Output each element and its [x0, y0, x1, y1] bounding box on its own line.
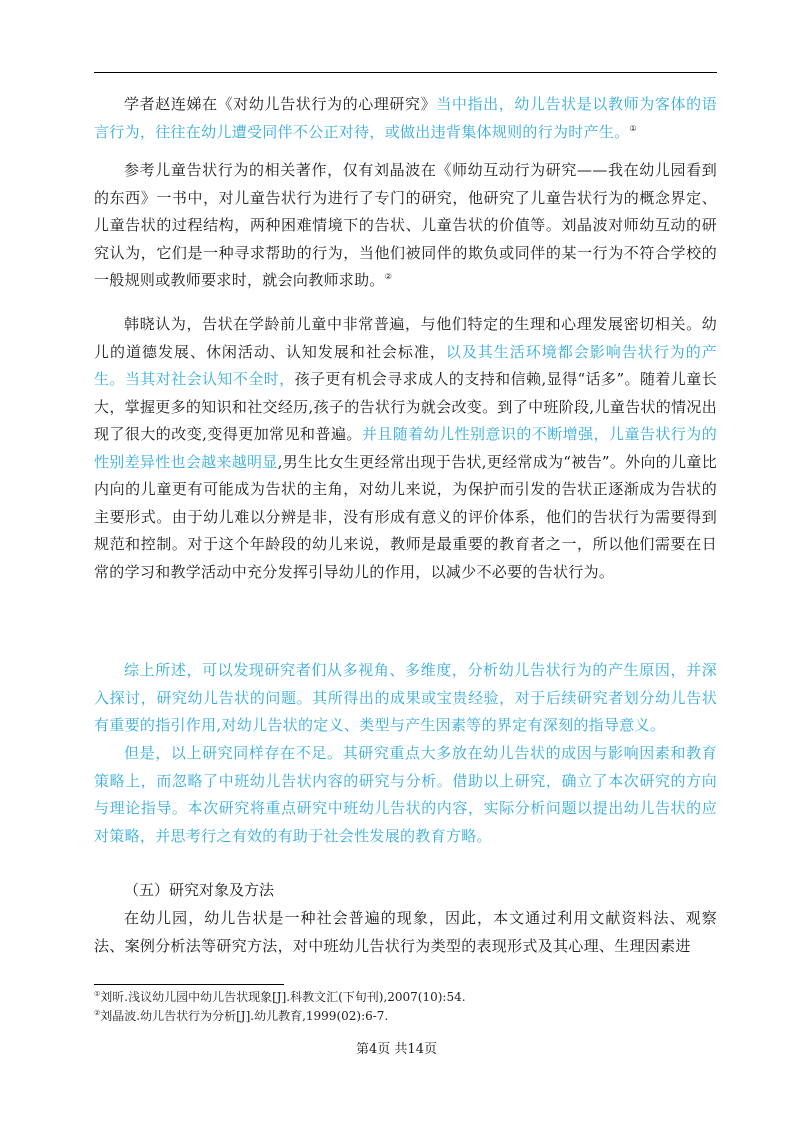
footnote-rule	[94, 984, 284, 985]
header-rule	[94, 72, 717, 73]
paragraph-6: 在幼儿园，幼儿告状是一种社会普遍的现象，因此，本文通过利用文献资料法、观察法、案例分析法等研究方法，对中班幼儿告状行为类型的表现形式及其心理、生理因素进	[94, 909, 717, 955]
paragraph-4	[94, 657, 717, 740]
footnote-1-text: 刘昕.浅议幼儿园中幼儿告状现象[J].科教文汇(下旬刊),2007(10):54.	[100, 990, 466, 1004]
highlighted-text: 但是，以上研究同样存在不足。其研究重点大多放在幼儿告状的成因与影响因素和教育策略上，而忽略了中班幼儿告状内容的研究与分析。借助以上研究，确立了本次研究的方向与理论指导。本次研究将重点研究中班幼儿告状的内容，实际分析问题以提出幼儿告状的应对策略，并思考行之有效的有助于社会性发展的教育方略。	[94, 744, 717, 845]
paragraph-5	[94, 740, 717, 850]
body-text: 孩子更有机会寻求成人的支持和信赖,显得“话多”。随着儿童长大，掌握更多的知识和社交经历,孩子的告状行为就会改变。到了中班阶段,儿童告状的情况出现了很大的改变,变得更加常见和普遍。	[94, 370, 717, 443]
footnote-2	[94, 1008, 388, 1025]
paragraph-1	[94, 91, 717, 146]
paragraph-3	[94, 311, 717, 586]
footnote-2-text: 刘晶波.幼儿告状行为分析[J].幼儿教育,1999(02):6-7.	[100, 1009, 389, 1023]
footnote-ref: ②	[384, 272, 393, 281]
highlighted-text: 以及其生活环境都会影响告状行为的产生。当其对社会认知不全时，	[94, 342, 717, 388]
page-number: 第4页 共14页	[356, 1042, 437, 1057]
highlighted-text: 综上所述，可以发现研究者们从多视角、多维度，分析幼儿告状行为的产生原因，并深入探讨，研究幼儿告状的问题。其所得出的成果或宝贵经验，对于后续研究者划分幼儿告状有重要的指引作用,对幼儿告状的定义、类型与产生因素等的界定有深刻的指导意义。	[94, 661, 717, 734]
footnote-2-mark: ②	[94, 1009, 101, 1017]
highlighted-text: 当中指出，幼儿告状是以教师为客体的语言行为，往往在幼儿遭受同伴不公正对待，或做出违背集体规则的行为时产生。	[94, 95, 717, 141]
footnote-ref: ①	[629, 123, 637, 133]
footnote-1-mark: ①	[94, 990, 101, 998]
body-text: 参考儿童告状行为的相关著作，仅有刘晶波在《师幼互动行为研究——我在幼儿园看到的东西》一书中，对儿童告状行为进行了专门的研究，他研究了儿童告状行为的概念界定、儿童告状的过程结构，两种困难情境下的告状、儿童告状的价值等。刘晶波对师幼互动的研究认为，它们是一种寻求帮助的行为，当他们被同伴的欺负或同伴的某一行为不符合学校的一般规则或教师要求时，就会向教师求助。	[94, 161, 717, 289]
paragraph-2	[94, 157, 717, 295]
body-text: ,男生比女生更经常出现于告状,更经常成为“被告”。外向的儿童比内向的儿童更有可能成为告状的主角，对幼儿来说，为保护而引发的告状正逐渐成为告状的主要形式。由于幼儿难以分辨是非，没有形成有意义的评价体系，他们的告状行为需要得到规范和控制。对于这个年龄段的幼儿来说，教师是最重要的教育者之一，所以他们需要在日常的学习和教学活动中充分发挥引导幼儿的作用，以减少不必要的告状行为。	[94, 452, 717, 581]
footnote-1	[94, 989, 466, 1006]
body-text: 学者赵连娣在《对幼儿告状行为的心理研究》	[124, 95, 437, 113]
body-text: 韩晓认为，告状在学龄前儿童中非常普遍，与他们特定的生理和心理发展密切相关。幼儿的道德发展、休闲活动、认知发展和社会标准，	[94, 315, 717, 361]
section-heading: （五）研究对象及方法	[124, 881, 275, 899]
highlighted-text: 并且随着幼儿性别意识的不断增强，儿童告状行为的性别差异性也会越来越明显	[94, 425, 718, 471]
